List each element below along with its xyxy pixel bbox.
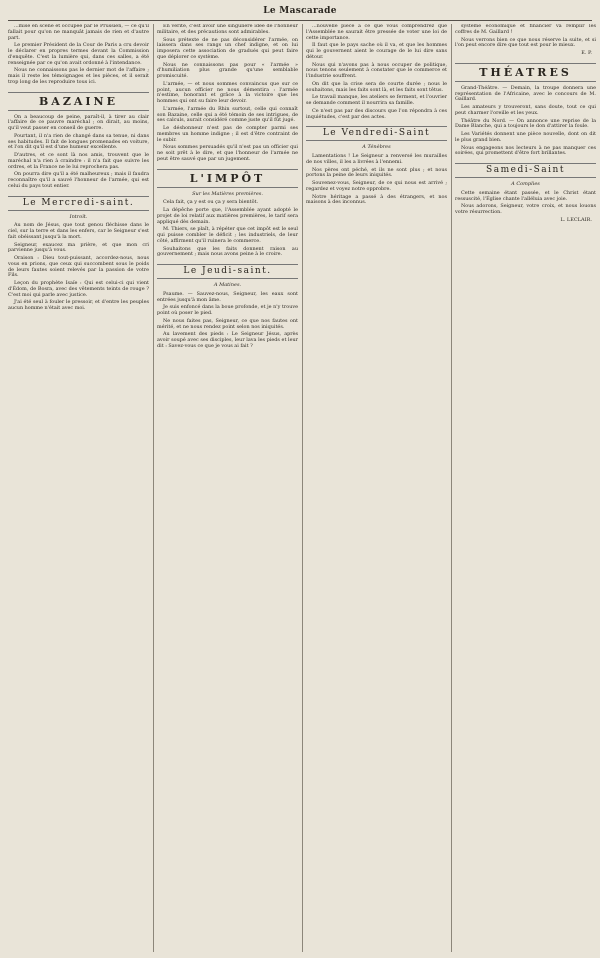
impot-para: M. Thiers, se plaît, à répéter que cet impôt est le seul qui puisse combler le déficit ; les industriels, de leur côté, affirment qu'il ruinera le commerce. — [157, 226, 298, 244]
col2-para: L'armée, — et nous sommes convaincus que sur ce point, aucun officier ne nous démentira : l'armée n'estime, honorant et grâce à la victoire que les hommes qui ont su faire leur devoir. — [157, 80, 298, 104]
col1-para: ...mise en scène et occupée par le Prussien, — ce qu'il fallait pour qu'on ne manquât jamais de rien et d'autre part. — [8, 24, 149, 41]
bazaine-heading: BAZAINE — [8, 92, 149, 111]
column-separator — [451, 24, 452, 952]
col3-para: Le travail manque, les ateliers se ferment, et l'ouvrier se demande comment il nourrira sa famille. — [306, 94, 447, 106]
theatres-para: Les Variétés donnent une pièce nouvelle, dont on dit le plus grand bien. — [455, 131, 596, 143]
samedi-subheading: A Complies — [511, 181, 540, 187]
column-2 — [157, 24, 298, 952]
masthead-rule — [8, 20, 592, 21]
mercredi-para: Leçon du prophète Isaïe : Qui est celui-ci qui vient d'Édom, de Bosra, avec des vêtements teints de rouge ? C'est moi qui parle avec justice. — [8, 280, 149, 298]
col2-para: En vérité, c'est avoir une singulière idée de l'honneur militaire, et des précautions sont admirables. — [157, 24, 298, 35]
jeudi-para: Au lavement des pieds : Le Seigneur Jésus, après avoir soupé avec ses disciples, leur lava les pieds et leur dit : Savez-vous ce que je vous ai fait ? — [157, 331, 298, 349]
col2-para: Le déshonneur n'est pas de compter parmi ses membres un homme indigne ; il est d'être contraint de le subir. — [157, 125, 298, 143]
mercredi-para: Au nom de Jésus, que tout genou fléchisse dans le ciel, sur la terre et dans les enfers, car le Seigneur s'est fait obéissant jusqu'à la mort. — [8, 222, 149, 240]
theatres-heading: THÉATRES — [455, 63, 596, 82]
vendredi-para: Notre héritage a passé à des étrangers, et nos maisons à des inconnus. — [306, 193, 447, 206]
impot-para: Souhaitons que les faits donnent raison au gouvernement ; mais nous avons peine à le croire. — [157, 245, 298, 258]
col2-para: L'armée, l'armée du Rhin surtout, celle qui connaît son Bazaine, celle qui a été témoin de ses intrigues, de ses calculs, aurait considéré comme juste qu'il fût jugé. — [157, 105, 298, 124]
signature: E. P. — [581, 50, 592, 56]
column-separator — [153, 24, 154, 952]
closing-signature: L. LECLAIR. — [560, 216, 592, 223]
mercredi-para: J'ai été seul à fouler le pressoir, et d'entre les peuples aucun homme n'était avec moi. — [8, 299, 149, 311]
samedi-para: Cette semaine étant passée, et le Christ étant ressuscité, l'Église chante l'alléluia avec joie. — [455, 189, 596, 202]
col2-para: Nous ne connaissons pas pour « l'armée » d'humiliation plus grande qu'une semblable promiscuité. — [157, 61, 298, 79]
theatres-para: Les amateurs y trouveront, sans doute, tout ce qui peut charmer l'oreille et les yeux. — [455, 104, 596, 116]
col2-para: Sous prétexte de ne pas déconsidérer l'armée, on laissera dans ses rangs un chef indigne, et on lui imposera cette association de gradués qui peut faire que déplorer ce système. — [157, 36, 298, 60]
mercredi-heading: Le Mercredi-saint. — [8, 196, 149, 211]
impot-para: La dépêche porte que, l'Assemblée ayant adopté le projet de loi relatif aux matières premières, le tarif sera appliqué dès demain. — [157, 207, 298, 225]
theatres-para: Grand-Théâtre. — Demain, la troupe donnera une représentation de l'Africaine, avec le concours de M. Gaillard. — [455, 84, 596, 103]
column-1 — [8, 24, 149, 952]
impot-heading: L'IMPÔT — [157, 169, 298, 188]
column-separator — [302, 24, 303, 952]
col1-para: Nous ne connaissons pas le dernier mot de l'affaire ; mais il reste les témoignages et les pièces, et il serait trop long de les reproduire tous ici. — [8, 67, 149, 85]
impot-para: Cela fait, ça y est ou ça y sera bientôt. — [163, 199, 259, 206]
mercredi-para: Seigneur, exaucez ma prière, et que mon cri parvienne jusqu'à vous. — [8, 241, 149, 254]
col3-para: Ce n'est pas par des discours que l'on répondra à ces inquiétudes, c'est par des actes. — [306, 107, 447, 120]
impot-subheading: Sur les Matières premières. — [192, 190, 263, 197]
col3-para: ...nouvelle pièce à ce que vous comprendrez que l'Assemblée ne saurait être pressée de voter une loi de cette importance. — [306, 24, 447, 41]
mercredi-para: Oraison : Dieu tout-puissant, accordez-nous, nous vous en prions, que ceux qui succombent sous le poids de leurs fautes soient relevés par la passion de votre Fils. — [8, 255, 149, 279]
masthead: Le Mascarade — [263, 6, 337, 16]
col3-para: Nous qui n'avons pas à nous occuper de politique, nous tenons seulement à constater que le commerce et l'industrie souffrent. — [306, 61, 447, 79]
jeudi-para: Ne nous faites pas, Seigneur, ce que nos fautes ont mérité, et ne nous rendez point selon nos iniquités. — [157, 317, 298, 330]
vendredi-para: Souvenez-vous, Seigneur, de ce qui nous est arrivé ; regardez et voyez notre opprobre. — [306, 180, 447, 192]
bazaine-para: On pourra dire qu'il a été malheureux ; mais il faudra reconnaître qu'il a sauvé l'honneur de l'armée, qui est celui du pays tout entier. — [8, 171, 149, 189]
jeudi-subheading: A Matines. — [213, 282, 242, 288]
col4-para: Nous verrons bien ce que nous réserve la suite, et si l'on peut encore dire que tout est pour le mieux. — [455, 36, 596, 49]
col3-para: On dit que la crise sera de courte durée ; nous le souhaitons, mais les faits sont là, et les faits sont têtus. — [306, 80, 447, 93]
mercredi-subheading: Introït. — [69, 213, 88, 220]
column-4 — [455, 24, 596, 952]
vendredi-para: Lamentations ! Le Seigneur a renversé les murailles de nos villes, il les a livrées à l'ennemi. — [306, 153, 447, 165]
col4-para: système économique et financier va remplir les coffres de M. Gaillard ! — [455, 24, 596, 35]
samedi-para: Nous adorons, Seigneur, votre croix, et nous louons votre résurrection. — [455, 203, 596, 215]
bazaine-para: D'autres, et ce sont là nos amis, trouvent que le maréchal n'a rien à craindre : il n'a fait que suivre les ordres, et la France ne le lui reprochera pas. — [8, 152, 149, 170]
col3-para: Il faut que le pays sache où il va, et que les hommes qui le gouvernent aient le courage de le lui dire sans détour. — [306, 42, 447, 60]
jeudi-para: Je suis enfoncé dans la boue profonde, et je n'y trouve point où poser le pied. — [157, 304, 298, 316]
vendredi-heading: Le Vendredi-Saint — [306, 126, 447, 141]
jeudi-heading: Le Jeudi-saint. — [157, 264, 298, 279]
vendredi-para: Nos pères ont péché, et ils ne sont plus ; et nous portons la peine de leurs iniquités. — [306, 166, 447, 179]
col2-para: Nous sommes persuadés qu'il n'est pas un officier qui ne soit prêt à le dire, et que l'honneur de l'armée ne peut être sauvé que par un jugement. — [157, 144, 298, 162]
theatres-para: Nous engageons nos lecteurs à ne pas manquer ces soirées, qui promettent d'être fort brillantes. — [455, 144, 596, 157]
bazaine-para: Pourtant, il n'a rien de changé dans sa tenue, ni dans ses habitudes. Il fait de longues promenades en voiture, et l'on dit qu'il est d'une humeur excellente. — [8, 132, 149, 151]
samedi-heading: Samedi-Saint — [455, 163, 596, 178]
bazaine-para: On a beaucoup de peine, paraît-il, à tirer au clair l'affaire de ce pauvre maréchal ; on dirait, au moins, qu'il veut passer en conseil de guerre. — [8, 113, 149, 131]
theatres-para: Théâtre du Nord. — On annonce une reprise de la Dame Blanche, qui a toujours le don d'attirer la foule. — [455, 117, 596, 130]
jeudi-para: Psaume. — Sauvez-nous, Seigneur, les eaux sont entrées jusqu'à mon âme. — [157, 290, 298, 303]
column-3 — [306, 24, 447, 952]
col1-para: Le premier Président de la Cour de Paris a cru devoir le déclarer en propres termes devant la Commission d'enquête. C'est la lumière qui, dans ces salles, a été renseignée par ce qu'on avait ordonné à l'intendance. — [8, 42, 149, 66]
vendredi-subheading: A Ténèbres — [362, 144, 391, 151]
